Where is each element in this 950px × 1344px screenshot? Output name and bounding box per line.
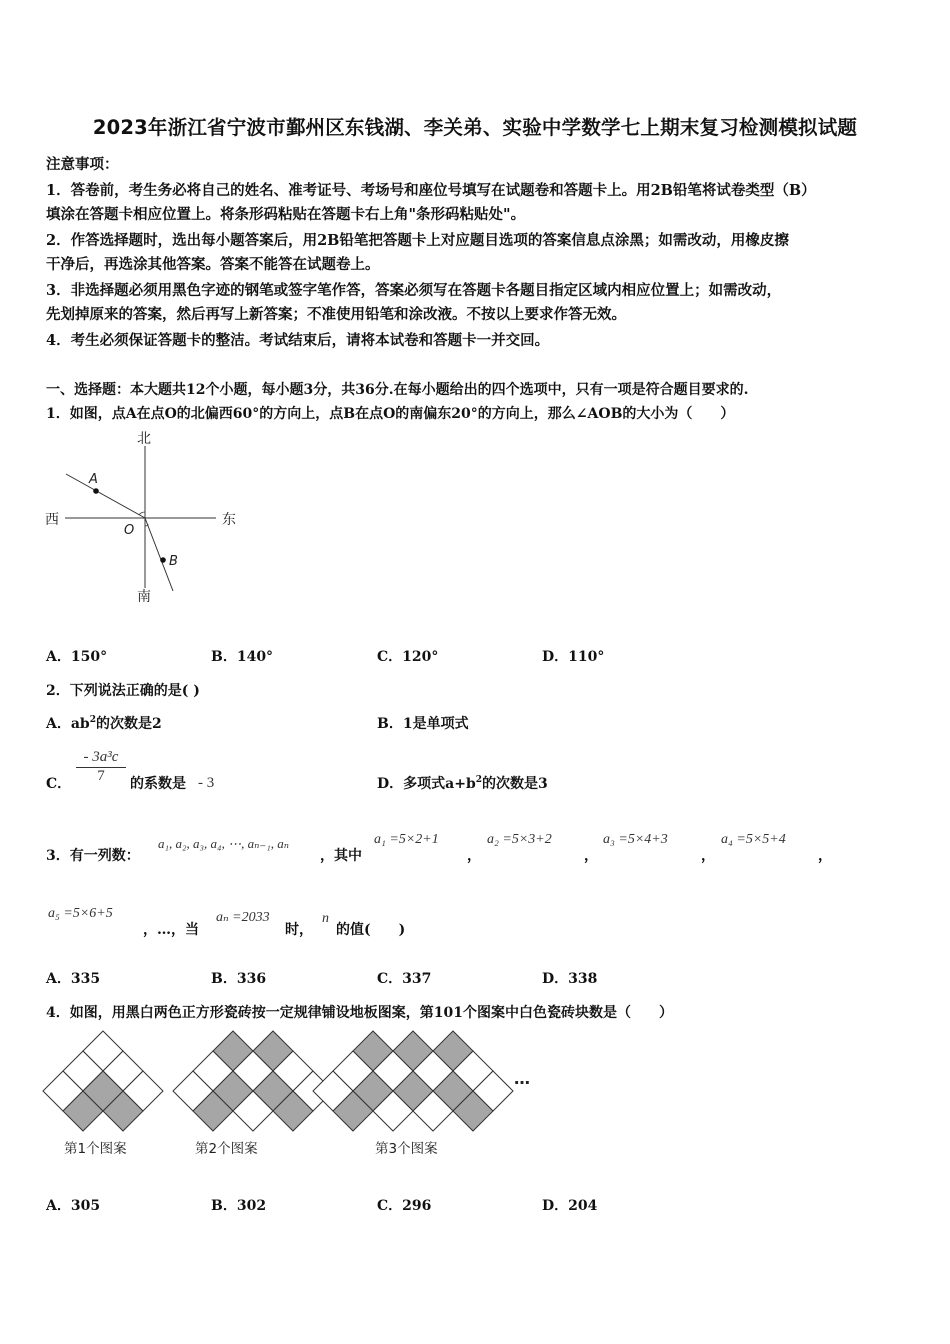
q1-option-c[interactable]: C．120° [377,649,439,665]
q4-option-b[interactable]: B．302 [211,1198,267,1214]
point-a [93,488,99,494]
q3-option-d[interactable]: D．338 [542,971,598,987]
q3-sequence: a₁, a₂, a₃, a₄, ⋯, aₙ₋₁, aₙ [158,836,289,851]
q2-option-c-label[interactable]: C． [46,776,72,792]
q4-option-a[interactable]: A．305 [46,1198,101,1214]
label-north: 北 [137,431,151,447]
q1-stem: 1．如图，点A在点O的北偏西60°的方向上，点B在点O的南偏东20°的方向上，那么∠AOB的大小为（ ） [46,406,735,422]
q4-option-d[interactable]: D．204 [542,1198,598,1214]
q2-option-d[interactable] [377,773,548,793]
label-b: B [169,554,178,569]
q3-eq3: a₃ =5×4+3 [603,832,668,847]
q3-tail: 的值( ) [336,922,406,938]
notice-line: 先划掉原来的答案，然后再写上新答案；不准使用铅笔和涂改液。不按以上要求作答无效。 [46,306,626,323]
q3-where: ，其中 [320,848,362,864]
angle-arc-a [139,512,145,515]
notice-line: 1．答卷前，考生务必将自己的姓名、准考证号、考场号和座位号填写在试题卷和答题卡上。用2B铅笔将试卷类型（B） [46,182,816,199]
compass-figure [40,428,250,608]
label-west: 西 [45,512,59,528]
q2-d-sup: 2 [475,775,482,785]
q3-eq1: a₁ =5×2+1 [374,832,439,847]
q3-option-c[interactable]: C．337 [377,971,432,987]
label-a: A [89,472,98,487]
q1-option-d[interactable]: D．110° [542,649,605,665]
page-title: 2023年浙江省宁波市鄞州区东钱湖、李关弟、实验中学数学七上期末复习检测模拟试题 [92,116,858,139]
q3-prefix: 3．有一列数： [46,848,140,864]
q3-condition: aₙ =2033 [216,910,270,925]
q2-fraction [76,749,126,785]
q3-comma: ， [584,848,598,864]
tile-pattern-1 [43,1031,163,1131]
fraction-denominator: 7 [97,768,105,784]
q2-option-b[interactable]: B．1是单项式 [377,716,469,732]
q4-option-c[interactable]: C．296 [377,1198,432,1214]
q3-eq2: a₂ =5×3+2 [487,832,552,847]
tile-pattern-3 [313,1031,513,1131]
notice-line: 3．非选择题必须用黑色字迹的钢笔或签字笔作答，答案必须写在答题卡各题目指定区域内相应位置上；如需改动， [46,282,782,299]
notice-line: 4．考生必须保证答题卡的整洁。考试结束后，请将本试卷和答题卡一并交回。 [46,332,550,349]
q3-ellipsis-when: ，…，当 [143,922,199,938]
label-south: 南 [137,589,151,605]
q4-stem: 4．如图，用黑白两色正方形瓷砖按一定规律铺设地板图案，第101个图案中白色瓷砖块数是（ ） [46,1005,673,1021]
pattern-label-3: 第3个图案 [375,1141,438,1157]
ray-oa [66,474,145,518]
q3-option-b[interactable]: B．336 [211,971,267,987]
tile-pattern-figure [40,1026,560,1166]
q2-d-suffix: 的次数是3 [482,776,548,792]
q1-option-a[interactable]: A．150° [46,649,108,665]
notice-line: 填涂在答题卡相应位置上。将条形码粘贴在答题卡右上角"条形码粘贴处"。 [46,206,526,223]
q3-comma: ， [818,848,832,864]
q3-comma: ， [701,848,715,864]
notice-line: 2．作答选择题时，选出每小题答案后，用2B铅笔把答题卡上对应题目选项的答案信息点涂黑；如需改动，用橡皮擦 [46,232,789,249]
label-east: 东 [222,512,236,528]
q3-comma: ， [467,848,481,864]
q1-option-b[interactable]: B．140° [211,649,274,665]
q2-option-a[interactable] [46,713,162,733]
q3-when-suffix: 时， [285,922,313,938]
pattern-label-2: 第2个图案 [195,1141,258,1157]
notice-heading: 注意事项： [46,156,119,173]
pattern-label-1: 第1个图案 [64,1141,127,1157]
label-o: O [124,523,135,538]
q2-stem: 2．下列说法正确的是( ) [46,683,200,699]
point-b [160,557,166,563]
q2-a-suffix: 的次数是2 [96,716,162,732]
fraction-numerator: - 3a³c [76,749,126,768]
continuation-dots: … [514,1069,530,1088]
notice-line: 干净后，再选涂其他答案。答案不能答在试题卷上。 [46,256,380,273]
q3-option-a[interactable]: A．335 [46,971,101,987]
q3-n: n [322,911,329,926]
q3-eq4: a₄ =5×5+4 [721,832,786,847]
section-heading: 一、选择题：本大题共12个小题，每小题3分，共36分.在每小题给出的四个选项中，只有一项是符合题目要求的. [46,382,749,398]
q2-d-prefix: D．多项式a+b [377,776,476,792]
q3-eq5: a₅ =5×6+5 [48,906,113,921]
q2-c-mid: 的系数是 [130,776,186,792]
q2-c-value: - 3 [198,775,215,791]
tile-pattern-2 [173,1031,333,1131]
q2-a-sup: 2 [89,715,96,725]
q2-a-prefix: A．ab [46,716,90,732]
